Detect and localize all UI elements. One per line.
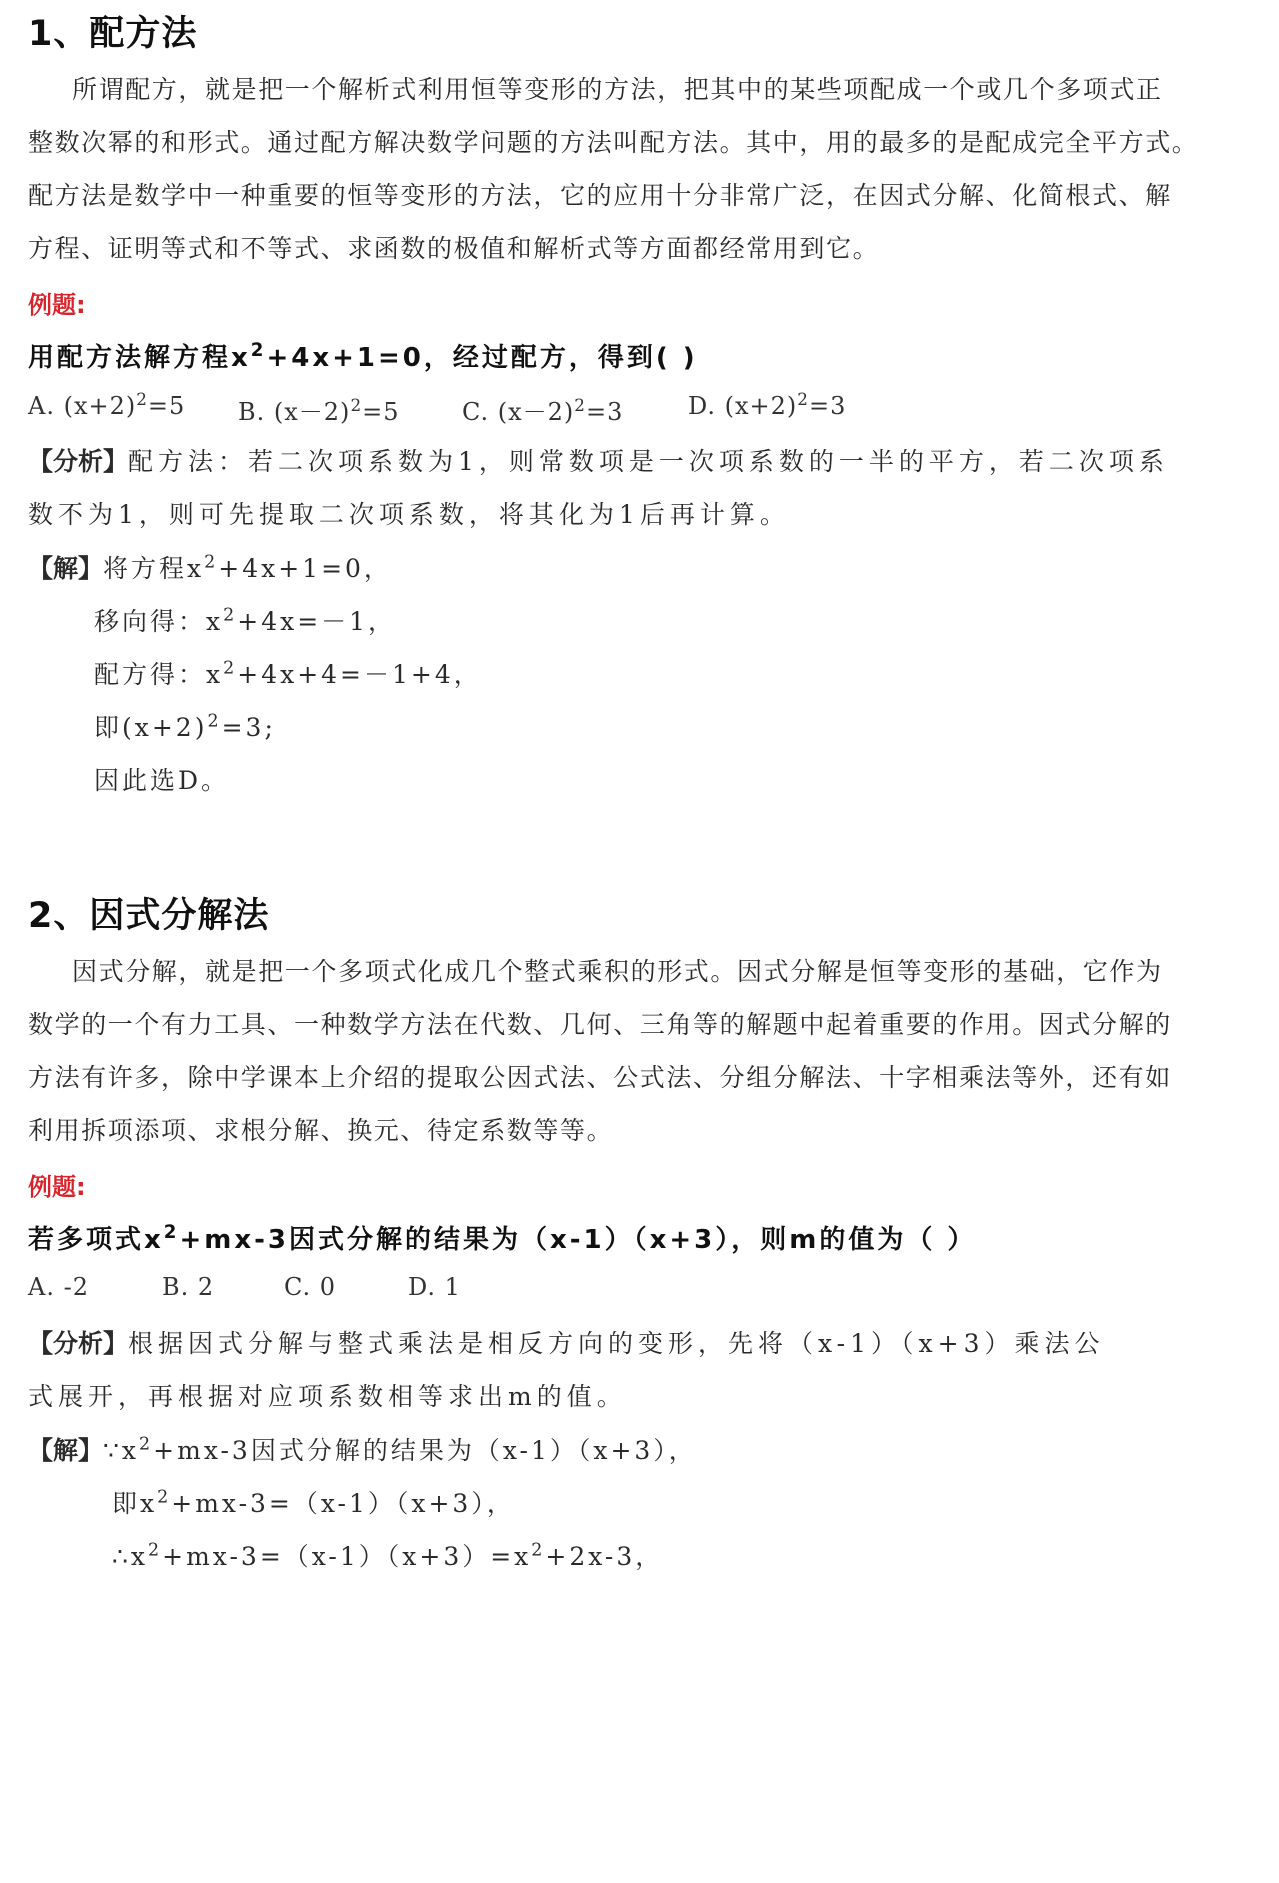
choice-option: A. -2	[28, 1273, 89, 1301]
solution-tag: 【解】	[28, 554, 104, 583]
solution-tag: 【解】	[28, 1436, 104, 1465]
example-question: 用配方法解方程$x^2+4x+1=0$，经过配方，得到( )	[28, 340, 698, 373]
solution-line: 【解】$\because x^2+mx-3$因式分解的结果为（x-1）（x+3），	[28, 1434, 697, 1465]
analysis-tag: 【分析】	[28, 1329, 129, 1358]
paragraph-line: 所谓配方，就是把一个解析式利用恒等变形的方法，把其中的某些项配成一个或几个多项式正	[72, 75, 1163, 104]
paragraph-line: 方法有许多，除中学课本上介绍的提取公因式法、公式法、分组分解法、十字相乘法等外，还有如	[28, 1063, 1172, 1092]
choice-option: D. 1	[408, 1273, 461, 1301]
paragraph-line: 数学的一个有力工具、一种数学方法在代数、几何、三角等的解题中起着重要的作用。因式分解的	[28, 1010, 1172, 1039]
analysis-tag: 【分析】	[28, 447, 129, 476]
paragraph-line: 方程、证明等式和不等式、求函数的极值和解析式等方面都经常用到它。	[28, 234, 880, 263]
solution-step: $\therefore x^2+mx-3=(x-1)(x+3)=x^2+2x-3$，	[112, 1540, 664, 1571]
example-question: 若多项式$x^2+mx-3$因式分解的结果为（x-1）（x+3），则m的值为（ ）	[28, 1222, 977, 1255]
analysis-line: 【分析】根据因式分解与整式乘法是相反方向的变形，先将（x-1）（x+3）乘法公	[28, 1329, 1105, 1358]
paragraph-line: 因式分解，就是把一个多项式化成几个整式乘积的形式。因式分解是恒等变形的基础，它作为	[72, 957, 1163, 986]
solution-step: 即$x^2+mx-3=(x-1)(x+3)$，	[112, 1487, 515, 1518]
example-label: 例题:	[28, 1173, 86, 1201]
analysis-line: 数不为1，则可先提取二次项系数，将其化为1后再计算。	[28, 500, 790, 529]
choice-option: D. $(x+2)^2=3$	[688, 388, 847, 420]
choice-option: C. $(x-2)^2=3$	[462, 394, 624, 426]
section-heading: 2、因式分解法	[28, 896, 270, 936]
paragraph-line: 利用拆项添项、求根分解、换元、待定系数等等。	[28, 1116, 614, 1145]
analysis-line: 【分析】配方法：若二次项系数为1，则常数项是一次项系数的一半的平方，若二次项系	[28, 447, 1169, 476]
section-heading: 1、配方法	[28, 14, 198, 54]
paragraph-line: 配方法是数学中一种重要的恒等变形的方法，它的应用十分非常广泛，在因式分解、化简根式、解	[28, 181, 1172, 210]
paragraph-line: 整数次幂的和形式。通过配方解决数学问题的方法叫配方法。其中，用的最多的是配成完全平方式。	[28, 128, 1199, 157]
solution-line: 【解】将方程$x^2+4x+1=0$，	[28, 552, 392, 583]
analysis-line: 式展开，再根据对应项系数相等求出m的值。	[28, 1382, 627, 1411]
choice-option: C. 0	[284, 1273, 337, 1301]
solution-step: 移向得：$x^2+4x=-1$，	[94, 605, 397, 636]
solution-step: 因此选D。	[94, 766, 230, 795]
solution-step: 即$(x+2)^2=3$;	[94, 711, 276, 742]
choice-option: B. $(x-2)^2=5$	[238, 394, 400, 426]
solution-step: 配方得：$x^2+4x+4=-1+4$，	[94, 658, 482, 689]
choice-option: B. 2	[162, 1273, 215, 1301]
example-label: 例题:	[28, 291, 86, 319]
choice-option: A. $(x+2)^2=5$	[28, 388, 186, 420]
